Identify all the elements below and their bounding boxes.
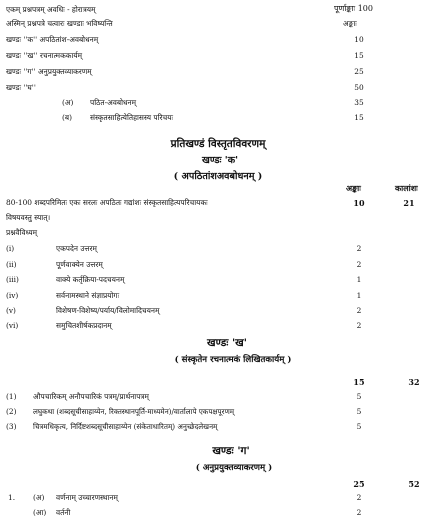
section-detail-title: प्रतिखण्डं विस्तृतविवरणम् — [170, 138, 266, 150]
section-kha-subtitle: ( संस्कृतेन रचनात्मकं लिखितकार्यम् ) — [174, 355, 292, 365]
overview-row-marks: 15 — [354, 51, 364, 60]
overview-subrow: संस्कृतसाहित्येतिहासस्य परिचयः — [90, 113, 174, 122]
item-label: चित्रमधिकृत्य, निर्दिष्टशब्दसूचीसाहाय्येन (संकेताधारितम्) अनुच्छेदलेखनम् — [33, 422, 218, 431]
overview-subrow-marks: 35 — [354, 98, 364, 107]
section-ka-subtitle: ( अपठितांशअवबोधनम् ) — [173, 171, 263, 182]
item-marks: 5 — [356, 422, 362, 431]
overview-subrow-marks: 15 — [354, 113, 364, 122]
item-marks: 2 — [356, 244, 362, 253]
item-label: वर्तनी — [56, 508, 71, 517]
overview-row-marks: 10 — [354, 35, 364, 44]
item-label: वाक्ये कर्तृक्रिया-पदचयनम् — [56, 275, 125, 284]
section-ga-total-marks: 25 — [353, 479, 365, 489]
overview-intro: अस्मिन् प्रश्नपत्रे चत्वारः खण्डाः भविष्यन्ति — [6, 19, 113, 28]
overview-row: खण्डः ''क'' अपठितांश-अवबोधनम् — [6, 35, 99, 44]
item-label: सर्वनामस्थाने संज्ञाप्रयोगः — [56, 291, 120, 300]
full-marks: पूर्णाङ्काः 100 — [334, 4, 373, 13]
paper-info: एकम् प्रश्नपत्रम् अवधिः - होरात्रयम् — [6, 5, 96, 14]
col-marks-head: अङ्काः — [346, 183, 361, 193]
section-ka-total-periods: 21 — [403, 198, 415, 208]
section-ga-total-periods: 52 — [408, 479, 420, 489]
item-label: विशेषण-विशेष्य/पर्याय/विलोमादिचयनम् — [56, 306, 160, 315]
overview-marks-head: अङ्काः — [343, 19, 357, 28]
section-ka-title: खण्डः 'क' — [201, 155, 239, 166]
col-periods-head: कालांशः — [395, 183, 418, 193]
item-marks: 2 — [356, 306, 362, 315]
item-marks: 2 — [356, 493, 362, 502]
item-num: (ii) — [6, 260, 17, 269]
item-marks: 1 — [356, 275, 362, 284]
section-ka-desc: 80-100 शब्दपरिमितः एकः सरलः अपठितः गद्यांशः संस्कृतसाहित्यपरिचायकः — [6, 198, 208, 207]
item-label: वर्णनाम् उच्चारणस्थानम् — [56, 493, 118, 502]
item-label: समुचितशीर्षकप्रदानम् — [56, 321, 112, 330]
item-num: (iii) — [6, 275, 19, 284]
section-ka-total-marks: 10 — [353, 198, 365, 208]
item-marks: 5 — [356, 407, 362, 416]
overview-subrow-num: (अ) — [62, 98, 74, 107]
item-marks: 2 — [356, 508, 362, 517]
section-ka-desc-cont: विषयवस्तु स्यात्। — [6, 213, 51, 222]
item-label: एकपदेन उत्तरम् — [56, 244, 97, 253]
item-marks: 2 — [356, 260, 362, 269]
question-types-label: प्रश्नवैविध्यम् — [6, 228, 38, 237]
item-sub-num: (आ) — [33, 508, 47, 517]
overview-row: खण्डः ''ग'' अनुप्रयुक्तव्याकरणम् — [6, 67, 92, 76]
section-kha-title: खण्डः 'ख' — [207, 337, 247, 349]
item-num: (3) — [6, 422, 17, 431]
item-marks: 2 — [356, 321, 362, 330]
item-num: 1. — [8, 493, 16, 502]
item-label: लघुकथा (शब्दसूचीसाहाय्येन, रिक्तस्थानपूर्ति-माध्यमेन)/वार्तालापे एकपक्षपूरणम् — [33, 407, 235, 416]
item-num: (v) — [6, 306, 16, 315]
item-label: औपचारिकम् अनौपचारिकं पत्रम्/प्रार्थनापत्रम् — [33, 392, 149, 401]
item-num: (i) — [6, 244, 15, 253]
overview-row-marks: 50 — [354, 83, 364, 92]
overview-row: खण्डः ''ख'' रचनात्मककार्यम् — [6, 51, 83, 60]
item-num: (vi) — [6, 321, 19, 330]
item-marks: 1 — [356, 291, 362, 300]
overview-row-marks: 25 — [354, 67, 364, 76]
item-num: (1) — [6, 392, 17, 401]
item-sub-num: (अ) — [33, 493, 45, 502]
overview-subrow-num: (ब) — [62, 113, 72, 122]
overview-row: खण्डः ''घ'' — [6, 83, 36, 92]
item-num: (2) — [6, 407, 17, 416]
item-label: पूर्णवाक्येन उत्तरम् — [56, 260, 103, 269]
section-ga-title: खण्डः 'ग' — [212, 445, 250, 457]
section-ga-subtitle: ( अनुप्रयुक्तव्याकरणम् ) — [195, 463, 273, 473]
overview-subrow: पठित-अवबोधनम् — [90, 98, 137, 107]
item-num: (iv) — [6, 291, 19, 300]
item-marks: 5 — [356, 392, 362, 401]
section-kha-total-periods: 32 — [408, 377, 420, 387]
section-kha-total-marks: 15 — [353, 377, 365, 387]
